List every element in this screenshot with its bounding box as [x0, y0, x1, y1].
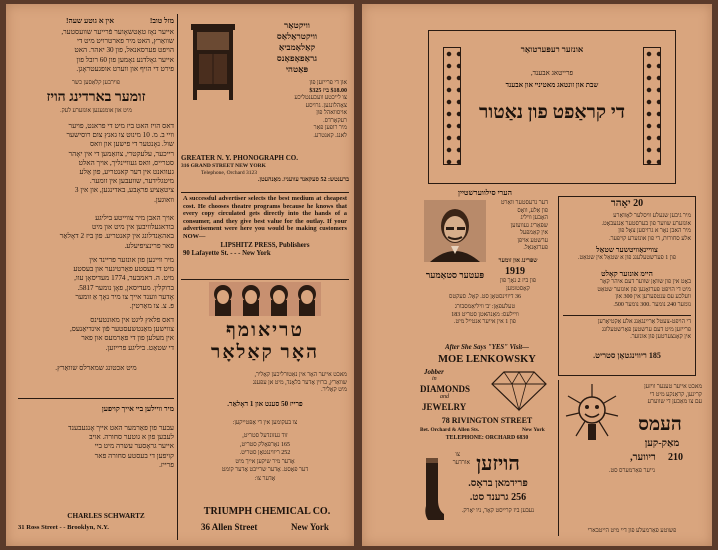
victor-body-line: אויסוואהל פון — [316, 110, 347, 116]
hosiery-company: פּרידמאן בראָס. — [468, 478, 528, 489]
publisher-company: LIPSHITZ PRESS, Publishers — [220, 241, 310, 249]
victor-heading-line: וויקטאָר — [284, 20, 310, 30]
repertoire-friday: פרייטאג אבענד, — [530, 69, 574, 77]
body-line: שפּאַריג געוועזען — [510, 222, 548, 229]
hosiery-to: צו — [455, 452, 460, 458]
boarding-body-1 — [18, 122, 174, 205]
victor-company: GREATER N. Y. PHONOGRAPH CO. — [181, 154, 298, 162]
portrait-name: פּעטער סטאַמער — [425, 270, 485, 280]
victor-branch: ברענטש: 52 סעקאנד עוועניו. מאַנהעטן. — [257, 177, 349, 183]
boarding-house-tag: מיט און אומגעגען אונזערע לעק. — [60, 108, 132, 114]
triumph-body-line: מאכט אייער האָר אין נאַטורליכען קאָליר, — [254, 372, 347, 378]
jeweler-name: MOE LENKOWSKY — [438, 354, 536, 365]
right-page — [362, 4, 712, 546]
ham-top — [622, 384, 702, 407]
body-line: מיט די הויפּט פּערזאָנען פון אונזער שטאַט — [597, 286, 691, 293]
body-line: אין קאָנצערטען פון אונזער. — [630, 334, 691, 340]
portrait-ad — [422, 186, 548, 332]
anniversary-subbody: פון 1 פערשטעלענג פון א שטאַל אין שטאַט. — [578, 255, 676, 261]
victor-body-line: רעקאָרדס. — [323, 117, 347, 124]
phonograph-image — [189, 22, 237, 102]
hosiery-address: 256 גרענד סט. — [469, 492, 527, 503]
triumph-body-line: מיט קאָליר. — [321, 387, 347, 393]
ornament-left — [443, 47, 461, 165]
anniversary-heading2: היימ אונזער קאָלט — [601, 269, 653, 278]
portrait-year-sub: פון ביז 2 נאָך פון — [499, 278, 537, 284]
jeweler-and: and — [440, 394, 449, 400]
ham-title: העמס — [638, 414, 682, 435]
body-line: אין מעלען פון די פאַרמעס און פאר — [81, 334, 174, 343]
kosher-note: פוירבען קלאַסען כשר — [71, 80, 121, 86]
intro-line: הויפט פערסאנאל, פון 30 יאהר. האט — [74, 46, 174, 55]
boarding-house-ad — [18, 16, 174, 536]
ornament-right — [643, 47, 661, 165]
portrait-photo — [424, 200, 486, 262]
ham-sub: מאַק-קען — [644, 438, 680, 449]
jeweler-jewelry: JEWELRY — [422, 402, 467, 412]
intro-line: אייער גאָלדנע נאָמען פון 60 רובל פון — [76, 55, 174, 64]
divider — [181, 279, 349, 280]
publisher-ad — [183, 195, 347, 258]
portrait-season: שפּרינג און זומער — [498, 258, 538, 264]
body-line: מיר גיבען שנעלע וויסלער לאָוואַרע — [613, 213, 691, 219]
boarding-house-title: זומער בארדינג הויז — [46, 90, 146, 105]
victor-ad — [181, 18, 349, 186]
anniversary-body — [563, 213, 691, 243]
body-line: אָדער ווענד אייך צו מיר נאָך אַ זומער — [75, 292, 174, 301]
ham-bottom: פשוטע פאַרמעלע פון דיי מיט הייטבארי — [587, 528, 677, 534]
triumph-list-item: דער פאָסט. אָדער שרייבט אָדער קומט — [221, 467, 309, 474]
body-line: דאס פלאץ ליגט אין מאונטעינס — [90, 316, 174, 324]
victor-body-line: צאָהלונגען. גרויסע — [305, 102, 347, 109]
body-line: מיר האבן נאָר א גרויסען צאָל פון — [618, 228, 691, 234]
triumph-list — [181, 432, 349, 484]
divider — [181, 192, 349, 193]
body-line: אייער גראָסער עשרה מיט ביי — [94, 442, 174, 451]
good-hour-heading: אין א גוטע שעה! — [66, 16, 114, 25]
repertoire-schedule: שבת און זונטאג מאטיניי און אבענד — [505, 81, 599, 89]
body-line: פערזאָנאַל. — [523, 245, 548, 251]
body-line: באָט אין פון שוואָן שווער דעם איהר קאָר — [600, 279, 691, 285]
victor-body-line: לאנג. קאנטרע. — [313, 132, 347, 139]
body-line: עבער פון פאַרמער האט אייך אָנגעבענד — [68, 424, 174, 432]
victor-body-line: צו לייכטע וועכענטליכע — [294, 95, 347, 101]
anniversary-heading2-body — [563, 279, 691, 309]
signature-address: 31 Ross Street - - Brooklyn, N.Y. — [18, 524, 109, 531]
body-line: טעלעפאָן: 'ב' וויליאַמסבורג — [454, 304, 516, 310]
intro-text — [18, 28, 174, 74]
anniversary-ad — [558, 196, 696, 376]
body-line: מיט די בעסטע פאַרטיגער און בעסטע — [73, 265, 174, 274]
body-line: די שטאַט. ביליגע פרייזען. — [105, 343, 174, 352]
portrait-tag: קאָסטומען — [506, 286, 530, 292]
buy-body — [18, 424, 174, 470]
boarding-body-2 — [18, 214, 174, 251]
signature-name: CHARLES SCHWARTZ — [67, 512, 145, 520]
triumph-title: טריאומף — [226, 320, 304, 341]
body-line: פרייז. — [159, 460, 174, 469]
mazel-tov-heading: מזל טוב! — [149, 16, 174, 25]
portrait-body — [488, 200, 548, 253]
body-line: דער גרעסטער וואַרט — [500, 200, 548, 206]
anniversary-title: 20 יאָהר — [610, 198, 644, 209]
victor-body-line: $18.00 ביז $325 — [309, 87, 347, 94]
ham-number: 210 — [668, 452, 683, 463]
jeweler-ad — [418, 344, 556, 448]
victor-heading-line: קאַלאָמביאַ — [278, 42, 316, 52]
chef-illustration — [564, 382, 620, 444]
body-line: וואוגען. — [154, 195, 174, 204]
body-line: פון 1 אין אייער אנטייל מיט. — [454, 319, 516, 325]
jeweler-diamonds: DIAMONDS — [420, 384, 471, 394]
publisher-address: 90 Lafayette St. - - - New York — [183, 249, 271, 257]
body-line: לעבען פון א גוטער סחורה. אויב — [89, 433, 174, 442]
column-divider — [558, 380, 559, 536]
ham-street: ריווער, — [630, 452, 656, 463]
body-line: באהאַנדלונג אין קאנטריע. פון ביז 2 דאָלאַר — [59, 232, 174, 241]
jeweler-between: Bet. Orchard & Allen Sts. — [420, 427, 480, 433]
body-line: וויי ב. מ. 10 מינוט צו גאנץ צום רוסישער — [66, 131, 174, 140]
victor-heading — [247, 20, 347, 75]
body-line: די הויפט-צעטל אַריינגאַנג אלע אַקטיאָרען — [597, 319, 691, 325]
victor-phone: Telephone, Orchard 3123 — [201, 170, 257, 176]
body-line: פּ. צ. צו מאַרטין. — [129, 302, 174, 311]
portrait-price-line: 36 דיווינסטאָן סט. קאָל. סעקטס — [449, 294, 521, 300]
publisher-text: A successful advertiser selects the best medium at cheapest cost. He chooses theatre programs because he knows that every copy circulated gets directly into the hands of a consumer, and they give best value for the outlay. If your advertisement were here you would be making customers NOW— — [183, 195, 347, 240]
ham-footer: נייער פאַרמערס סט. — [609, 468, 655, 474]
jeweler-role: Jobber — [424, 368, 444, 376]
triumph-list-item: אָדער צו: — [254, 475, 276, 482]
repertoire-heading: אונזער רעפּערטואַר — [520, 45, 584, 54]
body-line: פאר פרינציפיעלע. — [124, 241, 174, 250]
anniversary-footer — [563, 319, 691, 342]
jeweler-phone: TELEPHONE: ORCHARD 6830 — [445, 435, 529, 441]
triumph-body — [183, 372, 347, 395]
body-line: מיר וויינען פון אונזער פריינד אין — [89, 256, 174, 264]
jeweler-in: in — [432, 376, 437, 382]
body-line: מיט. ה. דאמבער, 1774 מעדיסאָן עוו, — [74, 274, 174, 283]
triumph-company: TRIUMPH CHEMICAL CO. — [203, 506, 331, 517]
portrait-heading: הערי סילווערשטיין — [458, 188, 512, 197]
body-line: אויך האבן מיר צווייטע ביליגע — [95, 214, 174, 222]
closing-line: מיט אכטונג שמארלס שוואַרץ. — [55, 364, 137, 372]
body-line: האָבען וויליג — [520, 215, 548, 221]
triumph-list-item: זוד געזונדעל סטריט, — [242, 433, 288, 439]
body-line: אונזערע שווער פון בערסטער אַנגעבאָט. — [601, 220, 691, 227]
divider — [563, 315, 691, 316]
victor-body — [247, 80, 347, 140]
body-line: מאכט אייער טענער וויזען — [644, 384, 702, 390]
anniversary-subtitle: צוויינאַוויטשער שטאַל — [596, 245, 658, 254]
anniversary-address: 185 ריווינגטאָן סטריט. — [593, 351, 661, 360]
jeweler-street: 78 RIVINGTON STREET — [441, 416, 533, 425]
diamond-icon — [490, 368, 548, 412]
triumph-body-line: שוואַרץ, ברוין אָדער בלאָנד, מיט אן עפענג — [252, 379, 347, 386]
portrait-year: 1919 — [505, 266, 525, 277]
repertoire-box — [428, 30, 676, 184]
victor-address: 316 GRAND STREET NEW YORK — [181, 163, 266, 169]
triumph-list-item: 165 נאָרפאָלק סטריט, — [240, 441, 290, 448]
body-line: בודאגעלוויבען אין מיט און מיט — [92, 223, 174, 232]
body-line: רייכער, עלעקטרי, צוזאַמען די אין יאָהר — [68, 149, 174, 158]
body-line: קריגען, קראַנקע מיט די — [649, 391, 702, 398]
body-line: וועלכע עס ענטפערען אין 300 און — [615, 294, 691, 300]
body-line: שול. נאָנטער די פישען און וואס — [89, 140, 174, 149]
body-line: אלע סחורות, די פון אונזערע קויפער. — [609, 235, 691, 242]
body-line: פון אַלע, וואָס — [517, 207, 548, 214]
body-line: געוואנט אין דער קאנטריע, פון אַלע — [79, 168, 174, 177]
body-line: סטרייס, וואס געוויינליך, אויך האלט — [78, 158, 174, 167]
intro-line: אייער נאָז טאַטשאָוער פֿרייער שוועסטער, — [61, 28, 174, 36]
triumph-street: 36 Allen Street — [201, 522, 258, 532]
triumph-price: פרייז 50 סענט און 1 דאָלאַר. — [227, 400, 303, 408]
body-line: וויילעס: מאַנהאטן סטריט 183 — [451, 311, 519, 318]
triumph-subtitle: האָר קאַלאָר — [211, 342, 319, 363]
body-line: ערשטע אויפן — [517, 237, 548, 244]
divider — [18, 398, 174, 399]
ham-ad — [562, 380, 702, 540]
body-line: ברוקלין. מעדיסאן, פאָן נומער 5817. — [77, 283, 174, 292]
triumph-list-item: 252 ריווינגטאָן סטריט. — [239, 450, 291, 457]
jeweler-tagline: After She Says "YES" Visit— — [445, 344, 529, 351]
victor-body-line: און די פרייזען פון — [309, 80, 347, 86]
play-title: די קראַפט פון נאַטור — [479, 102, 625, 123]
body-line: פרייזען מיט דעם ערשטען פאָרשטעלונג — [602, 326, 691, 333]
body-line: קויפען די בעסטע סחורה פאר — [94, 451, 174, 460]
victor-heading-line: גראַפאָפאָנס — [276, 53, 318, 63]
hosiery-ad — [418, 452, 556, 536]
body-line: מיטגלידער, שוועבען אין זומער. — [89, 177, 174, 186]
body-line: נומער 240 נומער .300 נומער 500. — [613, 301, 691, 308]
intro-line: שוואַרץ, האט מיר פארטרויט מיט די — [77, 37, 174, 46]
buy-heading: מיר וויילען ביי אייך קויפען — [101, 404, 174, 413]
hosiery-footer: נעבען ביז קרייסט קאָר, ניו יאָרק. — [461, 508, 535, 514]
triumph-city: New York — [291, 522, 329, 532]
left-page — [6, 4, 354, 546]
boarding-body-3 — [18, 256, 174, 311]
body-line: דאס הויז האט ביז מיט די פראנט, פויער — [68, 122, 174, 130]
triumph-ad — [181, 282, 349, 544]
triumph-list-item: אָדער מיר שיקען אייך מיט — [235, 458, 295, 465]
column-divider — [177, 14, 178, 540]
victor-heading-line: פּאַטהי — [285, 64, 309, 74]
boarding-body-4 — [18, 316, 174, 353]
intro-line: פירט די הויף און ווערט אופגעטראָגן. — [76, 64, 174, 73]
body-line: אין קאַמפעל — [520, 230, 548, 236]
hosiery-order: אורדער — [452, 460, 470, 466]
triumph-where: צו בעקומען אין די אַפּטייקען: — [232, 420, 298, 426]
victor-body-line: מיר רופען פאַר — [313, 125, 347, 131]
body-line: ציטאַציע פראָבע, באדינגען, און אין 3 — [74, 186, 174, 195]
body-line: צווישען מאַנטשעסטער פֿון אינדיאַנעס, — [69, 325, 174, 334]
portrait-footer — [422, 304, 548, 327]
hosiery-title: הויזען — [476, 453, 520, 475]
faces-illustration — [209, 282, 321, 316]
jeweler-city: New York — [522, 427, 545, 433]
victor-heading-line: וויקטראָלאַס — [276, 31, 318, 41]
body-line: עם צו מאַכען די שווערע — [647, 399, 702, 405]
